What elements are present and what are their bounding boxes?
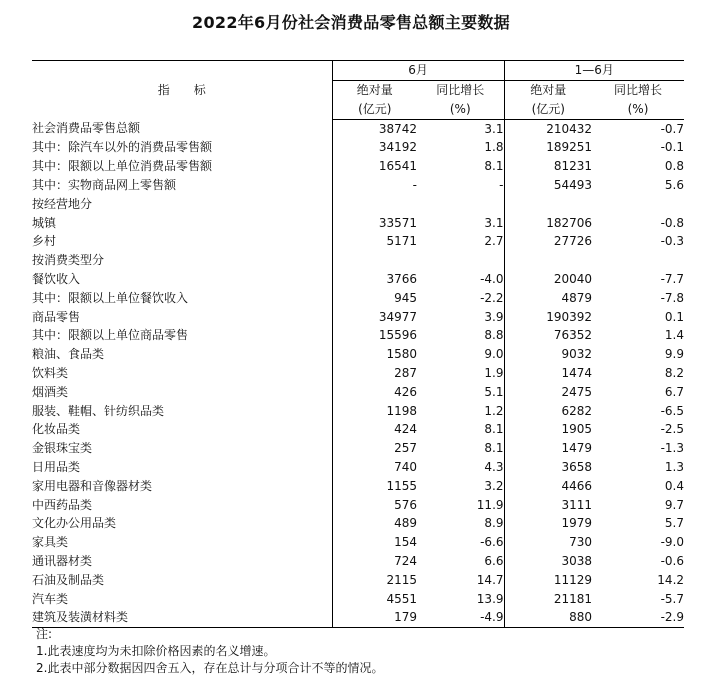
june-yoy-cell: -4.0 xyxy=(417,270,504,289)
ytd-yoy-cell: 0.4 xyxy=(664,478,685,493)
ytd-yoy-cell: -1.3 xyxy=(660,441,685,456)
row-label: 按消费类型分 xyxy=(32,251,332,270)
table-row xyxy=(32,533,684,552)
ytd-yoy-cell: -7.7 xyxy=(660,271,685,286)
row-label: 中西药品类 xyxy=(32,496,332,515)
ytd-absolute-cell: 20040 xyxy=(553,271,593,286)
ytd-absolute-cell: 4466 xyxy=(561,478,593,493)
ytd-absolute-cell xyxy=(504,195,592,214)
june-absolute-cell: 1155 xyxy=(386,478,417,493)
ytd-yoy-cell: 5.7 xyxy=(664,516,685,531)
june-absolute-cell: 15596 xyxy=(378,328,417,343)
ytd-header: 1—6月 xyxy=(504,61,684,81)
june-absolute-cell: 34977 xyxy=(378,309,417,324)
table-row xyxy=(32,496,684,515)
row-label: 乡村 xyxy=(32,232,332,251)
row-label: 其中：除汽车以外的消费品零售额 xyxy=(32,138,332,157)
note-line-2: 2.此表中部分数据因四舍五入，存在总计与分项合计不等的情况。 xyxy=(36,661,384,675)
ytd-yoy-cell: -6.5 xyxy=(660,403,685,418)
june-yoy-cell: 1.8 xyxy=(417,138,504,157)
june-yoy-cell: -2.2 xyxy=(417,289,504,308)
table-row xyxy=(32,138,684,157)
ytd-absolute-cell: 21181 xyxy=(553,591,593,606)
june-yoy-cell xyxy=(417,195,504,214)
row-label: 服装、鞋帽、针纺织品类 xyxy=(32,402,332,421)
june-absolute-cell: 16541 xyxy=(378,159,417,174)
june-absolute-cell: 489 xyxy=(394,516,417,531)
june-absolute-header: 绝对量 (亿元) xyxy=(332,81,417,120)
row-label: 烟酒类 xyxy=(32,383,332,402)
ytd-absolute-cell: 4879 xyxy=(561,290,593,305)
table-row xyxy=(32,119,684,138)
june-yoy-cell xyxy=(417,251,504,270)
june-absolute-cell: 5171 xyxy=(386,234,417,249)
table-row xyxy=(32,420,684,439)
june-yoy-cell: 3.1 xyxy=(417,214,504,233)
note-line-1: 1.此表速度均为未扣除价格因素的名义增速。 xyxy=(36,644,276,658)
june-yoy-cell: 4.3 xyxy=(417,458,504,477)
ytd-yoy-cell: -9.0 xyxy=(660,535,685,550)
june-absolute-cell: 740 xyxy=(394,459,417,474)
ytd-yoy-cell: -0.8 xyxy=(660,215,685,230)
ytd-yoy-cell: 9.7 xyxy=(664,497,685,512)
ytd-absolute-cell: 3658 xyxy=(561,459,593,474)
table-row xyxy=(32,458,684,477)
ytd-absolute-cell: 1479 xyxy=(561,441,593,456)
table-header xyxy=(32,61,684,120)
june-yoy-cell: 8.1 xyxy=(417,439,504,458)
table-row xyxy=(32,383,684,402)
table-row xyxy=(32,477,684,496)
ytd-absolute-cell: 190392 xyxy=(546,309,593,324)
page-title: 2022年6月份社会消费品零售总额主要数据 xyxy=(192,13,510,32)
table-row xyxy=(32,232,684,251)
ytd-yoy-cell: 14.2 xyxy=(657,572,685,587)
june-absolute-cell: 426 xyxy=(394,384,417,399)
ytd-yoy-cell: -0.6 xyxy=(660,553,685,568)
row-label: 化妆品类 xyxy=(32,420,332,439)
table-row xyxy=(32,514,684,533)
ytd-yoy-cell xyxy=(592,195,684,214)
table-row xyxy=(32,364,684,383)
ytd-absolute-cell: 210432 xyxy=(546,121,593,136)
june-absolute-cell: - xyxy=(412,177,417,192)
june-absolute-cell: 4551 xyxy=(386,591,417,606)
ytd-absolute-cell: 27726 xyxy=(553,234,593,249)
indicator-header: 指 标 xyxy=(32,61,332,120)
row-label: 按经营地分 xyxy=(32,195,332,214)
ytd-absolute-cell: 81231 xyxy=(553,159,593,174)
table-row xyxy=(32,251,684,270)
ytd-yoy-cell: 5.6 xyxy=(664,177,685,192)
ytd-yoy-cell: -0.3 xyxy=(660,234,685,249)
table-row xyxy=(32,402,684,421)
ytd-absolute-cell: 730 xyxy=(569,535,593,550)
table-row xyxy=(32,308,684,327)
ytd-absolute-header: 绝对量 (亿元) xyxy=(504,81,592,120)
june-yoy-cell: 14.7 xyxy=(417,571,504,590)
june-absolute-cell: 1198 xyxy=(386,403,417,418)
ytd-absolute-cell: 6282 xyxy=(561,403,593,418)
row-label: 日用品类 xyxy=(32,458,332,477)
ytd-yoy-cell: 0.1 xyxy=(664,309,685,324)
june-yoy-cell: 2.7 xyxy=(417,232,504,251)
june-absolute-cell: 34192 xyxy=(378,140,417,155)
row-label: 其中：限额以上单位商品零售 xyxy=(32,326,332,345)
footnotes xyxy=(36,626,383,677)
june-yoy-cell: -4.9 xyxy=(417,608,504,627)
ytd-absolute-cell: 1474 xyxy=(561,365,593,380)
row-label: 汽车类 xyxy=(32,590,332,609)
data-table xyxy=(32,60,684,628)
june-header: 6月 xyxy=(332,61,504,81)
june-yoy-cell: 3.2 xyxy=(417,477,504,496)
row-label: 文化办公用品类 xyxy=(32,514,332,533)
june-yoy-cell: 8.1 xyxy=(417,420,504,439)
ytd-yoy-cell: 8.2 xyxy=(664,365,685,380)
table-row xyxy=(32,608,684,627)
table-body xyxy=(32,119,684,628)
june-yoy-cell: 6.6 xyxy=(417,552,504,571)
table-row xyxy=(32,326,684,345)
ytd-yoy-cell: -0.1 xyxy=(660,140,685,155)
row-label: 金银珠宝类 xyxy=(32,439,332,458)
ytd-absolute-cell: 76352 xyxy=(553,328,593,343)
ytd-absolute-cell: 1979 xyxy=(561,516,593,531)
table-row xyxy=(32,176,684,195)
ytd-yoy-header: 同比增长 (%) xyxy=(592,81,684,120)
ytd-absolute-cell: 2475 xyxy=(561,384,593,399)
june-absolute-cell: 154 xyxy=(394,535,417,550)
notes-heading: 注: xyxy=(36,627,53,641)
june-absolute-cell: 257 xyxy=(394,441,417,456)
row-label: 家具类 xyxy=(32,533,332,552)
june-absolute-cell xyxy=(332,195,417,214)
table-row xyxy=(32,289,684,308)
ytd-yoy-cell: 1.3 xyxy=(664,459,685,474)
row-label: 城镇 xyxy=(32,214,332,233)
june-yoy-cell: 1.2 xyxy=(417,402,504,421)
june-yoy-cell: 3.9 xyxy=(417,308,504,327)
june-yoy-cell: 1.9 xyxy=(417,364,504,383)
june-absolute-cell: 179 xyxy=(332,608,417,627)
row-label: 建筑及装潢材料类 xyxy=(32,608,332,627)
table-row xyxy=(32,214,684,233)
june-absolute-cell: 287 xyxy=(394,365,417,380)
row-label: 其中：限额以上单位消费品零售额 xyxy=(32,157,332,176)
ytd-absolute-cell: 9032 xyxy=(561,347,593,362)
june-absolute-cell: 576 xyxy=(394,497,417,512)
ytd-yoy-cell: -2.5 xyxy=(660,422,685,437)
ytd-absolute-cell xyxy=(504,251,592,270)
june-yoy-cell: -6.6 xyxy=(417,533,504,552)
june-yoy-cell: 9.0 xyxy=(417,345,504,364)
june-yoy-cell: 8.8 xyxy=(417,326,504,345)
june-absolute-cell: 2115 xyxy=(386,572,417,587)
ytd-absolute-cell: 54493 xyxy=(553,177,593,192)
row-label: 其中：限额以上单位餐饮收入 xyxy=(32,289,332,308)
ytd-absolute-cell: 880 xyxy=(504,608,592,627)
june-yoy-cell: 8.9 xyxy=(417,514,504,533)
ytd-yoy-cell: -5.7 xyxy=(660,591,685,606)
june-absolute-cell: 3766 xyxy=(386,271,417,286)
ytd-yoy-cell: 1.4 xyxy=(664,328,685,343)
ytd-yoy-cell: 0.8 xyxy=(664,159,685,174)
row-label: 通讯器材类 xyxy=(32,552,332,571)
table-row xyxy=(32,195,684,214)
row-label: 商品零售 xyxy=(32,308,332,327)
ytd-absolute-cell: 182706 xyxy=(546,215,593,230)
ytd-yoy-cell: -0.7 xyxy=(660,121,685,136)
june-absolute-cell: 1580 xyxy=(386,347,417,362)
table-row xyxy=(32,552,684,571)
ytd-yoy-cell: 9.9 xyxy=(664,347,685,362)
june-yoy-header: 同比增长 (%) xyxy=(417,81,504,120)
table-row xyxy=(32,571,684,590)
table-row xyxy=(32,590,684,609)
june-yoy-cell: 11.9 xyxy=(417,496,504,515)
row-label: 社会消费品零售总额 xyxy=(32,119,332,138)
june-yoy-cell: 8.1 xyxy=(417,157,504,176)
table-row xyxy=(32,345,684,364)
row-label: 粮油、食品类 xyxy=(32,345,332,364)
row-label: 其中：实物商品网上零售额 xyxy=(32,176,332,195)
june-yoy-cell: - xyxy=(417,176,504,195)
table-row xyxy=(32,157,684,176)
ytd-yoy-cell: 6.7 xyxy=(664,384,685,399)
ytd-yoy-cell xyxy=(592,251,684,270)
ytd-yoy-cell: -2.9 xyxy=(592,608,684,627)
june-absolute-cell: 724 xyxy=(394,553,417,568)
ytd-absolute-cell: 3038 xyxy=(561,553,593,568)
row-label: 餐饮收入 xyxy=(32,270,332,289)
row-label: 石油及制品类 xyxy=(32,571,332,590)
june-absolute-cell: 424 xyxy=(394,422,417,437)
ytd-absolute-cell: 3111 xyxy=(561,497,593,512)
ytd-yoy-cell: -7.8 xyxy=(660,290,685,305)
june-yoy-cell: 13.9 xyxy=(417,590,504,609)
row-label: 饮料类 xyxy=(32,364,332,383)
row-label: 家用电器和音像器材类 xyxy=(32,477,332,496)
june-absolute-cell: 945 xyxy=(394,290,417,305)
june-yoy-cell: 3.1 xyxy=(417,119,504,138)
ytd-absolute-cell: 11129 xyxy=(553,572,593,587)
table-row xyxy=(32,270,684,289)
ytd-absolute-cell: 1905 xyxy=(561,422,593,437)
ytd-absolute-cell: 189251 xyxy=(546,140,593,155)
june-absolute-cell: 33571 xyxy=(378,215,417,230)
june-absolute-cell xyxy=(332,251,417,270)
june-yoy-cell: 5.1 xyxy=(417,383,504,402)
june-absolute-cell: 38742 xyxy=(378,121,417,136)
table-row xyxy=(32,439,684,458)
